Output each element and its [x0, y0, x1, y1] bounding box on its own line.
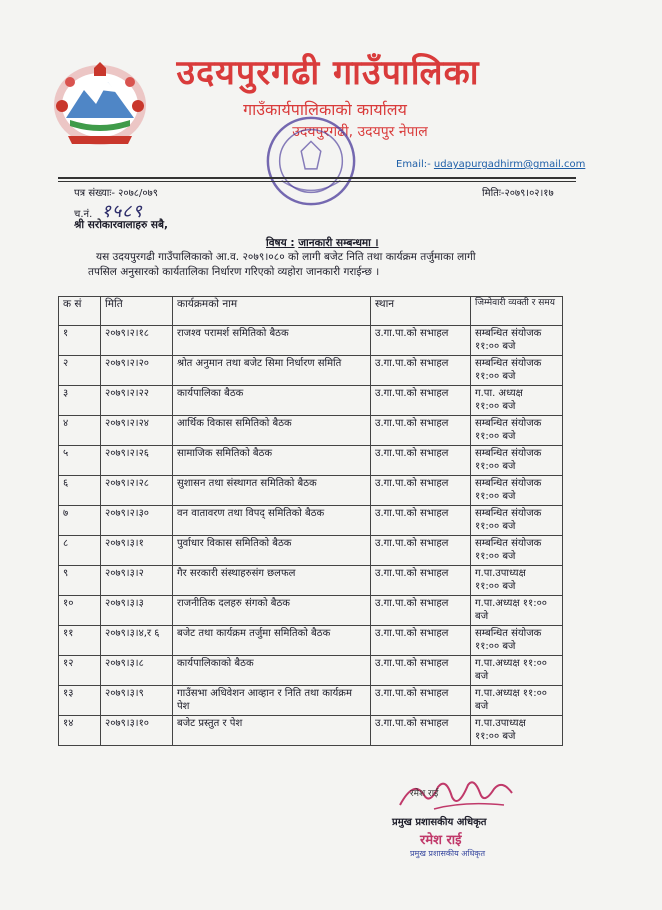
cell-venue: उ.गा.पा.को सभाहल — [371, 686, 471, 716]
cell-responsible — [471, 446, 563, 476]
cell-sn: १२ — [59, 656, 101, 686]
table-row — [59, 656, 563, 686]
cell-sn: १ — [59, 326, 101, 356]
cell-program: राजश्व परामर्श समितिको बैठक — [173, 326, 371, 356]
responsible-person: सम्बन्धित संयोजक — [475, 418, 542, 429]
responsible-person: ग.पा.उपाध्यक्ष — [475, 568, 526, 579]
cell-sn: ९ — [59, 566, 101, 596]
cell-responsible — [471, 476, 563, 506]
cell-program: राजनीतिक दलहरु संगको बैठक — [173, 596, 371, 626]
cell-date: २०७९।२।१८ — [101, 326, 173, 356]
letter-date: मितिः-२०७९।०२।१७ — [482, 188, 554, 199]
office-seal-icon — [262, 112, 360, 210]
meeting-time: ११:०० बजे — [475, 341, 516, 352]
cell-responsible — [471, 386, 563, 416]
header-divider — [58, 177, 576, 179]
cell-date: २०७९।३।९ — [101, 686, 173, 716]
table-row — [59, 416, 563, 446]
cell-date: २०७९।३।१ — [101, 536, 173, 566]
table-row — [59, 596, 563, 626]
cell-venue: उ.गा.पा.को सभाहल — [371, 356, 471, 386]
meeting-time: ११:०० बजे — [475, 491, 516, 502]
subject-label: विषय : — [266, 237, 295, 249]
meeting-time: बजे — [475, 701, 489, 712]
cell-sn: ७ — [59, 506, 101, 536]
header-sn: क सं — [59, 297, 101, 326]
meeting-time: ११:०० बजे — [475, 731, 516, 742]
cell-responsible — [471, 656, 563, 686]
responsible-person: सम्बन्धित संयोजक — [475, 538, 542, 549]
signatory-name: रमेश राई — [410, 789, 439, 799]
cell-venue: उ.गा.पा.को सभाहल — [371, 626, 471, 656]
meeting-time: ११:०० बजे — [475, 551, 516, 562]
table-row — [59, 386, 563, 416]
cell-responsible — [471, 326, 563, 356]
cell-program: सामाजिक समितिको बैठक — [173, 446, 371, 476]
body-line-2: तपसिल अनुसारको कार्यतालिका निर्धारण गरिएको व्यहोरा जानकारी गराईन्छ । — [88, 266, 380, 278]
cell-sn: १० — [59, 596, 101, 626]
officer-stamp — [410, 826, 520, 866]
meeting-time: ११:०० बजे — [475, 641, 516, 652]
addressee: श्री सरोकारवालाहरु सबै, — [74, 219, 168, 231]
cell-sn: ८ — [59, 536, 101, 566]
meeting-time: ११:०० बजे — [475, 581, 516, 592]
cell-date: २०७९।२।२६ — [101, 446, 173, 476]
country-text: नेपाल — [398, 124, 428, 140]
responsible-person: सम्बन्धित संयोजक — [475, 508, 542, 519]
cell-sn: २ — [59, 356, 101, 386]
nepal-emblem-icon — [50, 60, 150, 150]
meeting-time: ११:०० बजे — [475, 461, 516, 472]
cell-responsible — [471, 716, 563, 746]
cell-sn: ६ — [59, 476, 101, 506]
email-line — [396, 159, 585, 170]
responsible-person: ग.पा.अध्यक्ष ११:०० — [475, 688, 547, 699]
responsible-person: ग.पा.अध्यक्ष ११:०० — [475, 598, 547, 609]
responsible-person: सम्बन्धित संयोजक — [475, 328, 542, 339]
cell-program: बजेट प्रस्तुत र पेश — [173, 716, 371, 746]
body-line-1: यस उदयपुरगढी गाउँपालिकाको आ.व. २०७९।०८० को लागी बजेट निति तथा कार्यक्रम तर्जुमाका लागी — [96, 251, 476, 263]
email-label: Email:- — [396, 159, 431, 170]
cell-venue: उ.गा.पा.को सभाहल — [371, 656, 471, 686]
cell-sn: ११ — [59, 626, 101, 656]
cell-program: आर्थिक विकास समितिको बैठक — [173, 416, 371, 446]
header-venue: स्थान — [371, 297, 471, 326]
cell-venue: उ.गा.पा.को सभाहल — [371, 386, 471, 416]
header-date: मिति — [101, 297, 173, 326]
table-header-row — [59, 297, 563, 326]
cell-venue: उ.गा.पा.को सभाहल — [371, 716, 471, 746]
header-divider-thin — [58, 181, 576, 182]
cell-responsible — [471, 536, 563, 566]
cell-date: २०७९।३।८ — [101, 656, 173, 686]
office-name: गाउँकार्यपालिकाको कार्यालय — [243, 100, 407, 119]
cell-responsible — [471, 686, 563, 716]
stamp-role: प्रमुख प्रशासकीय अधिकृत — [410, 849, 486, 858]
table-row — [59, 626, 563, 656]
cell-date: २०७९।२।३० — [101, 506, 173, 536]
cell-program: पुर्वाधार विकास समितिको बैठक — [173, 536, 371, 566]
meeting-time: बजे — [475, 671, 489, 682]
municipality-title: उदयपुरगढी गाउँपालिका — [176, 53, 480, 93]
cell-sn: ३ — [59, 386, 101, 416]
responsible-person: ग.पा. अध्यक्ष — [475, 388, 523, 399]
meeting-time: बजे — [475, 611, 489, 622]
cell-venue: उ.गा.पा.को सभाहल — [371, 416, 471, 446]
cell-responsible — [471, 356, 563, 386]
letter-body — [88, 250, 568, 280]
cell-program: गैर सरकारी संस्थाहरुसंग छलफल — [173, 566, 371, 596]
cell-program: कार्यपालिका बैठक — [173, 386, 371, 416]
cell-program: कार्यपालिकाको बैठक — [173, 656, 371, 686]
cell-venue: उ.गा.पा.को सभाहल — [371, 596, 471, 626]
table-row — [59, 356, 563, 386]
table-row — [59, 446, 563, 476]
responsible-person: ग.पा.उपाध्यक्ष — [475, 718, 526, 729]
header-responsible: जिम्मेवारी व्यक्ती र समय — [471, 297, 563, 326]
table-row — [59, 566, 563, 596]
cell-program: बजेट तथा कार्यक्रम तर्जुमा समितिको बैठक — [173, 626, 371, 656]
cell-program: वन वातावरण तथा विपद् समितिको बैठक — [173, 506, 371, 536]
responsible-person: ग.पा.अध्यक्ष ११:०० — [475, 658, 547, 669]
meeting-time: ११:०० बजे — [475, 521, 516, 532]
address-text: उदयपुरगढी, उदयपुर — [292, 124, 395, 140]
cell-responsible — [471, 416, 563, 446]
cell-responsible — [471, 596, 563, 626]
cell-date: २०७९।२।२२ — [101, 386, 173, 416]
reference-number: पत्र संख्याः- २०७८/०७९ — [74, 188, 158, 199]
cell-program: सुशासन तथा संस्थागत समितिको बैठक — [173, 476, 371, 506]
cell-date: २०७९।३।४,र ६ — [101, 626, 173, 656]
cell-date: २०७९।२।२४ — [101, 416, 173, 446]
cell-sn: १४ — [59, 716, 101, 746]
cell-venue: उ.गा.पा.को सभाहल — [371, 446, 471, 476]
cell-program: श्रोत अनुमान तथा बजेट सिमा निर्धारण समिति — [173, 356, 371, 386]
responsible-person: सम्बन्धित संयोजक — [475, 478, 542, 489]
signatory-title: प्रमुख प्रशासकीय अधिकृत — [392, 817, 487, 828]
cell-sn: १३ — [59, 686, 101, 716]
cell-date: २०७९।२।२० — [101, 356, 173, 386]
cell-venue: उ.गा.पा.को सभाहल — [371, 506, 471, 536]
header-program: कार्यक्रमको नाम — [173, 297, 371, 326]
cell-date: २०७९।३।१० — [101, 716, 173, 746]
stamp-name: रमेश राई — [420, 833, 462, 848]
meeting-time: ११:०० बजे — [475, 431, 516, 442]
responsible-person: सम्बन्धित संयोजक — [475, 628, 542, 639]
table-row — [59, 686, 563, 716]
cell-date: २०७९।३।२ — [101, 566, 173, 596]
dispatch-label: च.नं. — [74, 209, 93, 220]
cell-responsible — [471, 626, 563, 656]
cell-venue: उ.गा.पा.को सभाहल — [371, 536, 471, 566]
subject-text: जानकारी सम्बन्धमा । — [298, 237, 379, 249]
table-row — [59, 716, 563, 746]
table-row — [59, 476, 563, 506]
cell-responsible — [471, 566, 563, 596]
meeting-time: ११:०० बजे — [475, 371, 516, 382]
cell-date: २०७९।२।२८ — [101, 476, 173, 506]
table-row — [59, 506, 563, 536]
cell-venue: उ.गा.पा.को सभाहल — [371, 476, 471, 506]
dispatch-value: १५८९ — [101, 201, 143, 222]
table-row — [59, 536, 563, 566]
responsible-person: सम्बन्धित संयोजक — [475, 358, 542, 369]
cell-date: २०७९।३।३ — [101, 596, 173, 626]
table-row — [59, 326, 563, 356]
cell-sn: ५ — [59, 446, 101, 476]
cell-venue: उ.गा.पा.को सभाहल — [371, 326, 471, 356]
cell-program: गाउँसभा अधिवेशन आव्हान र निति तथा कार्यक्रम पेश — [173, 686, 371, 716]
schedule-table — [58, 296, 563, 746]
email-link[interactable]: udayapurgadhirm@gmail.com — [433, 159, 586, 170]
cell-venue: उ.गा.पा.को सभाहल — [371, 566, 471, 596]
subject-line — [266, 236, 379, 250]
cell-responsible — [471, 506, 563, 536]
responsible-person: सम्बन्धित संयोजक — [475, 448, 542, 459]
cell-sn: ४ — [59, 416, 101, 446]
meeting-time: ११:०० बजे — [475, 401, 516, 412]
